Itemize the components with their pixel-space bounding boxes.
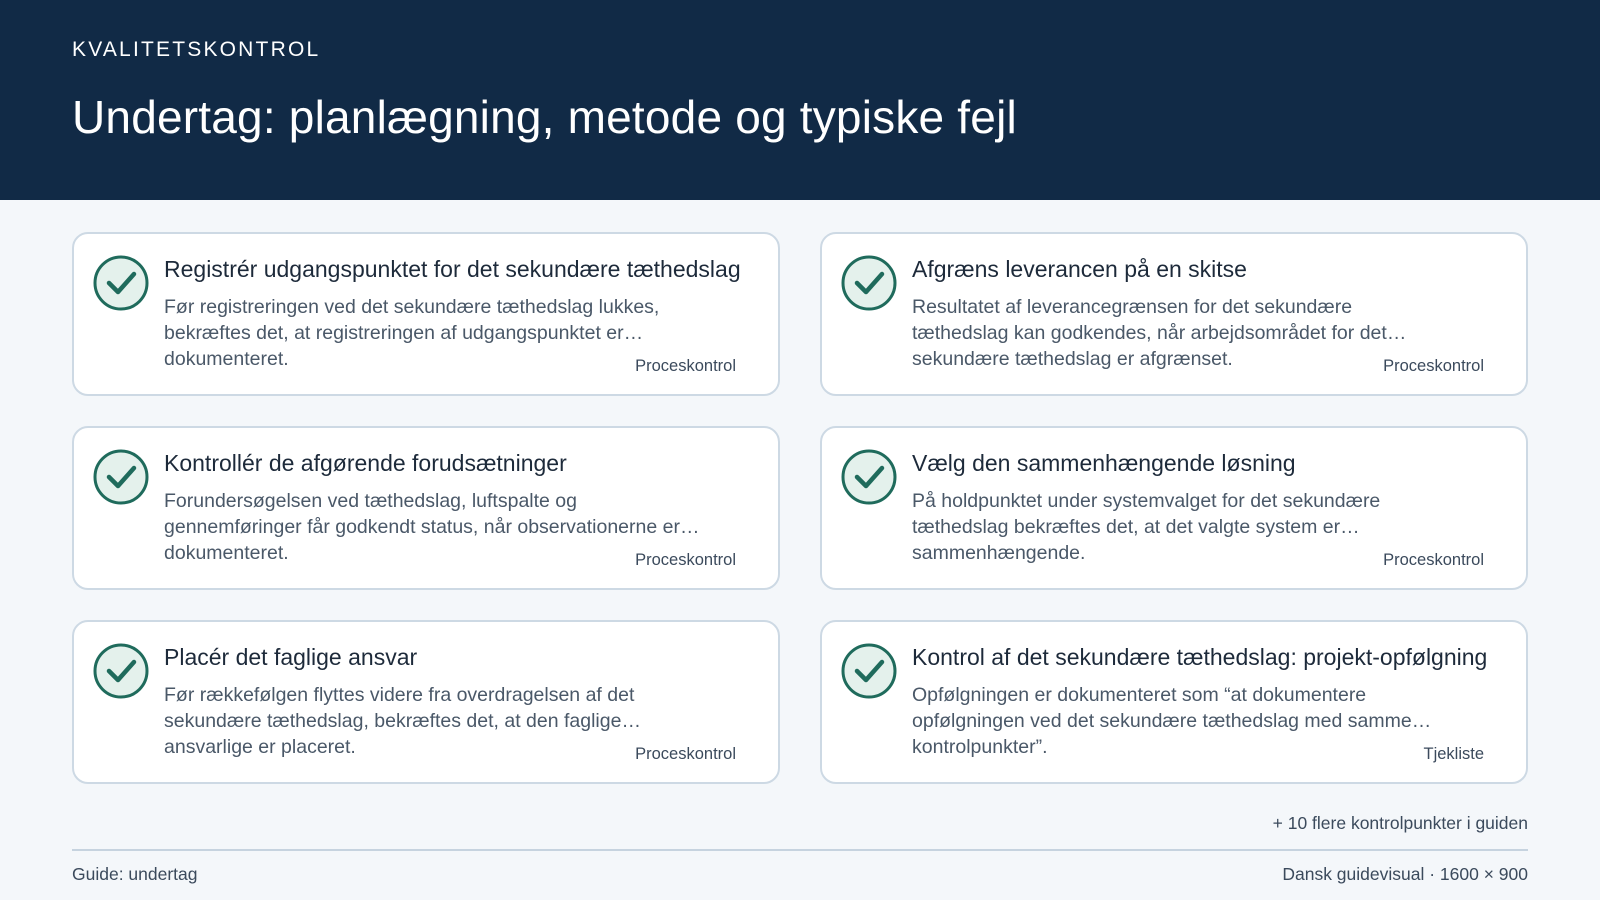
checkpoint-tag: Tjekliste — [1423, 745, 1484, 763]
check-circle-icon — [840, 254, 898, 312]
checkpoint-description: Før rækkefølgen flyttes videre fra overdragelsen af det sekundære tæthedslag, bekræftes det, at den faglige ansvarlige er placeret. — [164, 684, 635, 758]
checkpoint-grid — [72, 232, 1528, 784]
check-circle-icon — [92, 642, 150, 700]
checkpoint-title: Kontrol af det sekundære tæthedslag: projekt-opfølgning — [912, 644, 1488, 670]
footer-divider — [72, 849, 1528, 851]
checkpoint-tag: Proceskontrol — [635, 745, 736, 763]
checkpoint-card[interactable] — [72, 232, 780, 396]
checkpoint-tag: Proceskontrol — [1383, 551, 1484, 569]
checkpoint-card[interactable] — [820, 426, 1528, 590]
checkpoint-title: Vælg den sammenhængende løsning — [912, 450, 1296, 476]
more-checkpoints-link[interactable]: + 10 flere kontrolpunkter i guiden — [1272, 813, 1528, 833]
checkpoint-description: Forundersøgelsen ved tæthedslag, luftspalte og gennemføringer får godkendt status, når observationerne er dokumenteret. — [164, 490, 680, 564]
header-banner — [0, 0, 1600, 200]
checkpoint-title: Kontrollér de afgørende forudsætninger — [164, 450, 567, 476]
section-eyebrow: KVALITETSKONTROL — [72, 38, 321, 61]
checkpoint-card[interactable] — [820, 232, 1528, 396]
checkpoint-description: Opfølgningen er dokumenteret som “at dokumentere opfølgningen ved det sekundære tæthedslag med samme kontrolpunkter”. — [912, 684, 1412, 758]
check-circle-icon — [840, 448, 898, 506]
checkpoint-card[interactable] — [72, 620, 780, 784]
footer-credit: Dansk guidevisual · 1600 × 900 — [1282, 864, 1528, 884]
footer-guide-label: Guide: undertag — [72, 864, 198, 884]
checkpoint-tag: Proceskontrol — [635, 357, 736, 375]
check-circle-icon — [92, 254, 150, 312]
checkpoint-card[interactable] — [820, 620, 1528, 784]
checkpoint-description: Resultatet af leverancegrænsen for det sekundære tæthedslag kan godkendes, når arbejdsområdet for det sekundære tæthedslag er afgrænset. — [912, 296, 1387, 370]
checkpoint-tag: Proceskontrol — [635, 551, 736, 569]
checkpoint-title: Afgræns leverancen på en skitse — [912, 256, 1247, 282]
checkpoint-description: På holdpunktet under systemvalget for det sekundære tæthedslag bekræftes det, at det valgte system er sammenhængende. — [912, 490, 1381, 564]
page-title: Undertag: planlægning, metode og typiske fejl — [72, 91, 1017, 143]
check-circle-icon — [840, 642, 898, 700]
checkpoint-card[interactable] — [72, 426, 780, 590]
check-circle-icon — [92, 448, 150, 506]
checkpoint-title: Placér det faglige ansvar — [164, 644, 418, 670]
checkpoint-tag: Proceskontrol — [1383, 357, 1484, 375]
checkpoint-title: Registrér udgangspunktet for det sekundære tæthedslag — [164, 256, 741, 282]
checkpoint-description: Før registreringen ved det sekundære tæthedslag lukkes, bekræftes det, at registreringen af udgangspunktet er dokumenteret. — [164, 296, 660, 370]
